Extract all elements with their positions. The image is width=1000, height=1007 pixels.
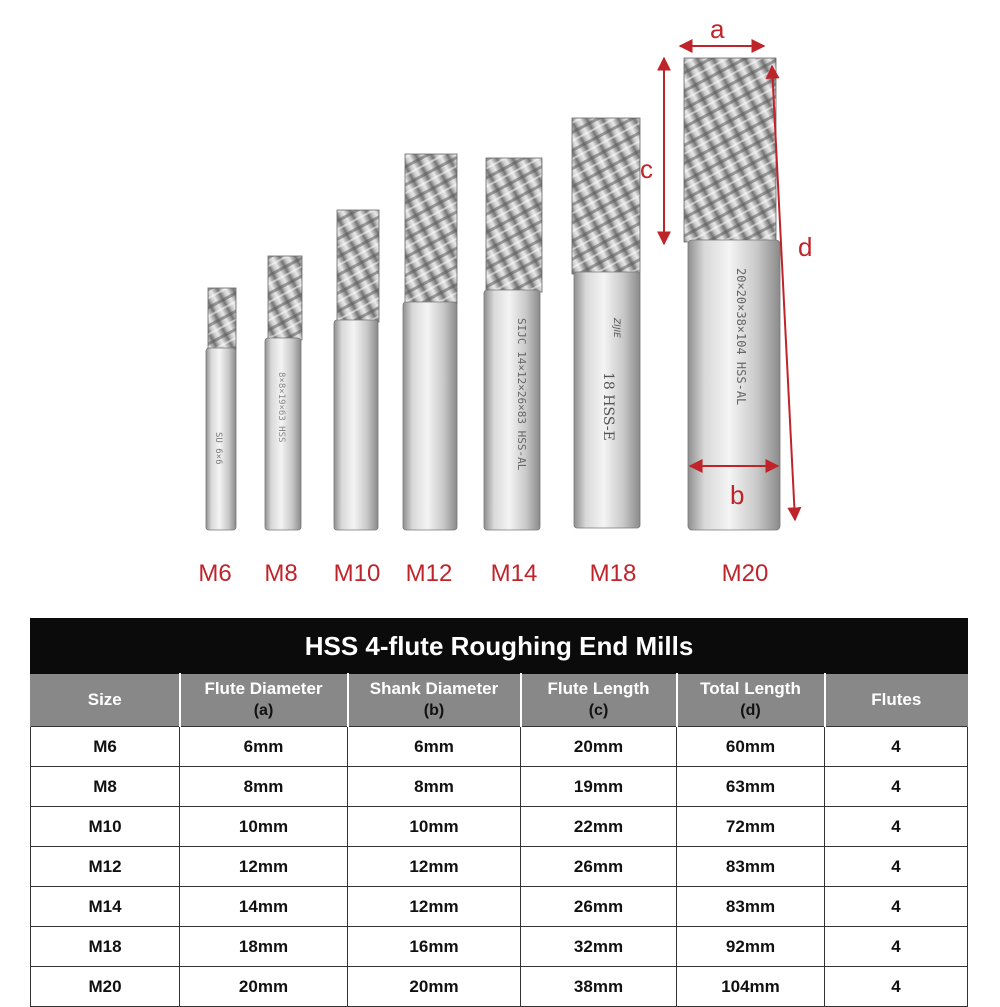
header-label: Size — [87, 690, 122, 709]
header-flute-diameter — [180, 674, 348, 727]
dimension-d-label: d — [798, 232, 813, 262]
cell-flutes: 4 — [825, 927, 968, 967]
table-row — [31, 767, 968, 807]
cell-flutes: 4 — [825, 727, 968, 767]
cell-size: M6 — [31, 727, 180, 767]
cell-shank-diameter: 20mm — [348, 967, 521, 1007]
dimension-a-label: a — [710, 14, 725, 44]
cell-flute-diameter: 8mm — [180, 767, 348, 807]
table-header-row — [31, 674, 968, 727]
table-title: HSS 4-flute Roughing End Mills — [31, 619, 968, 674]
end-mill-m20 — [684, 58, 780, 530]
header-flutes — [825, 674, 968, 727]
size-label-m18: M18 — [589, 560, 637, 587]
cell-flute-length: 20mm — [521, 727, 677, 767]
end-mill-m18 — [572, 118, 640, 528]
size-label-m6: M6 — [198, 560, 232, 587]
end-mill-m6 — [206, 288, 236, 530]
header-sub-label: (a) — [253, 702, 274, 719]
end-mill-m14 — [484, 158, 542, 530]
cell-size: M14 — [31, 887, 180, 927]
header-label: Flute Diameter — [204, 679, 323, 698]
size-label-m20: M20 — [721, 560, 769, 587]
cell-flute-diameter: 12mm — [180, 847, 348, 887]
cell-shank-diameter: 16mm — [348, 927, 521, 967]
cell-flute-diameter: 18mm — [180, 927, 348, 967]
dimension-b-label: b — [730, 480, 745, 510]
header-label: Flute Length — [547, 679, 650, 698]
cell-flute-diameter: 20mm — [180, 967, 348, 1007]
header-sub-label: (c) — [588, 702, 609, 719]
table-row — [31, 727, 968, 767]
end-mill-m12 — [403, 154, 457, 530]
shank-marking-m20: 20×20×38×104 HSS-AL — [734, 268, 748, 406]
spec-table — [30, 618, 968, 1007]
shank-marking-m18: 18 HSS-E — [600, 372, 616, 441]
shank-marking-m14: SIJC 14×12×26×83 HSS-AL — [515, 318, 528, 471]
cell-flute-length: 22mm — [521, 807, 677, 847]
cell-shank-diameter: 8mm — [348, 767, 521, 807]
size-label-m8: M8 — [264, 560, 298, 587]
cell-total-length: 83mm — [677, 887, 825, 927]
cell-flute-length: 19mm — [521, 767, 677, 807]
cell-size: M10 — [31, 807, 180, 847]
cell-flutes: 4 — [825, 807, 968, 847]
end-mill-m8 — [265, 256, 302, 530]
shank-marking-m8: 8×8×19×63 HSS — [276, 372, 286, 443]
table-row — [31, 887, 968, 927]
table-row — [31, 967, 968, 1007]
cell-shank-diameter: 12mm — [348, 847, 521, 887]
cell-size: M18 — [31, 927, 180, 967]
cell-total-length: 60mm — [677, 727, 825, 767]
cell-size: M20 — [31, 967, 180, 1007]
header-label: Total Length — [700, 679, 801, 698]
cell-shank-diameter: 6mm — [348, 727, 521, 767]
end-mill-m10 — [334, 210, 379, 530]
cell-flute-length: 26mm — [521, 887, 677, 927]
cell-flutes: 4 — [825, 967, 968, 1007]
shank-marking-m6: SU 6×6 — [213, 432, 223, 465]
header-shank-diameter — [348, 674, 521, 727]
cell-shank-diameter: 12mm — [348, 887, 521, 927]
cell-flute-diameter: 10mm — [180, 807, 348, 847]
dimension-c-label: c — [640, 154, 653, 184]
logo-marking-m18: ZIJIE — [611, 318, 621, 338]
cell-flutes: 4 — [825, 767, 968, 807]
cell-total-length: 92mm — [677, 927, 825, 967]
cell-total-length: 63mm — [677, 767, 825, 807]
cell-size: M8 — [31, 767, 180, 807]
header-flute-length — [521, 674, 677, 727]
cell-total-length: 72mm — [677, 807, 825, 847]
table-row — [31, 847, 968, 887]
cell-flute-diameter: 6mm — [180, 727, 348, 767]
cell-shank-diameter: 10mm — [348, 807, 521, 847]
cell-total-length: 83mm — [677, 847, 825, 887]
size-label-m14: M14 — [490, 560, 538, 587]
size-label-m10: M10 — [333, 560, 381, 587]
header-total-length — [677, 674, 825, 727]
header-sub-label: (d) — [740, 702, 761, 719]
cell-flute-length: 38mm — [521, 967, 677, 1007]
cell-flutes: 4 — [825, 847, 968, 887]
cell-flute-diameter: 14mm — [180, 887, 348, 927]
cell-flute-length: 32mm — [521, 927, 677, 967]
cell-flutes: 4 — [825, 887, 968, 927]
header-label: Flutes — [871, 690, 922, 709]
cell-total-length: 104mm — [677, 967, 825, 1007]
header-label: Shank Diameter — [369, 679, 499, 698]
cell-flute-length: 26mm — [521, 847, 677, 887]
cell-size: M12 — [31, 847, 180, 887]
header-size — [31, 674, 180, 727]
header-sub-label: (b) — [423, 702, 445, 719]
table-row — [31, 927, 968, 967]
table-row — [31, 807, 968, 847]
size-label-m12: M12 — [405, 560, 453, 587]
